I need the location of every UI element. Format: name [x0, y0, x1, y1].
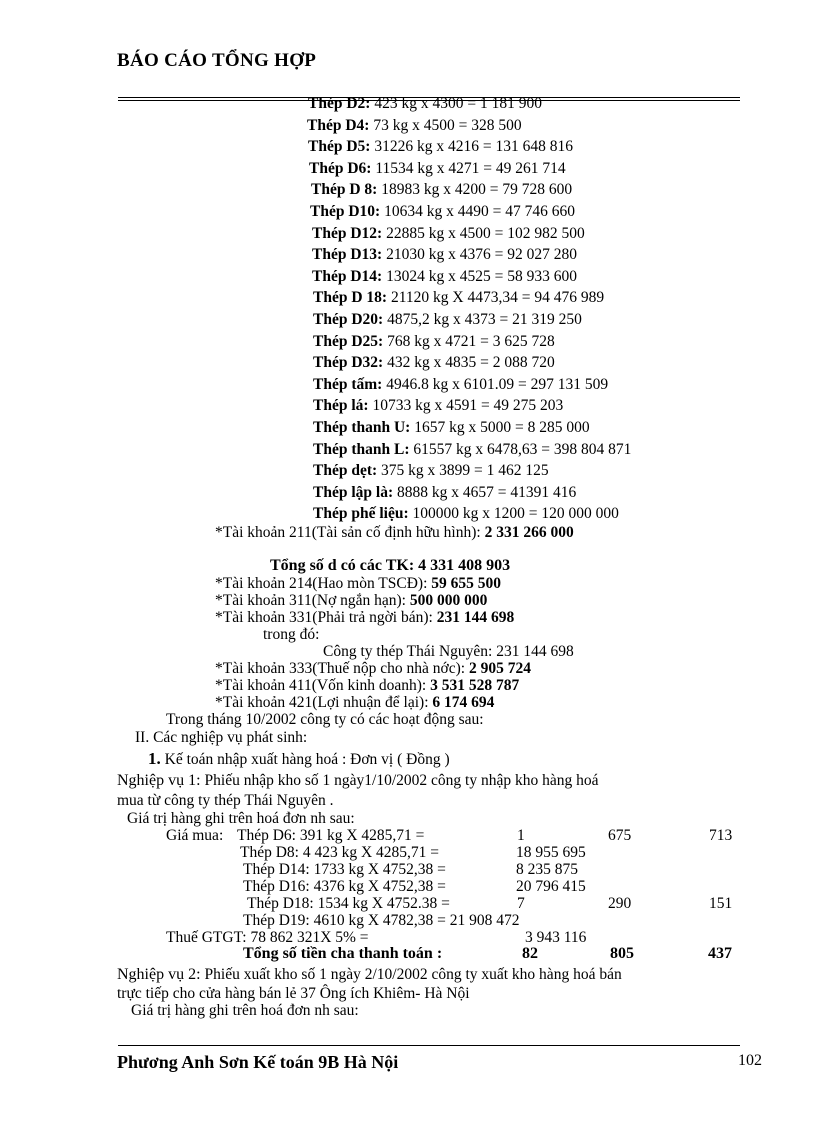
steel-item [309, 160, 566, 178]
steel-item [310, 203, 575, 221]
total-label: Tổng số d có các TK: [270, 557, 419, 574]
purchase-amount-p1: 8 235 875 [516, 861, 578, 878]
account-value: 500 000 000 [409, 592, 488, 609]
steel-item-label: Thép D6: [309, 159, 372, 177]
account-label: *Tài khoản 214(Hao mòn TSCĐ): [215, 575, 432, 592]
total-payable-label: Tổng số tiền cha thanh toán : [243, 945, 443, 962]
steel-item-calc: 21120 kg X 4473,34 = 94 476 989 [390, 289, 605, 307]
steel-item-label: Thép D32: [313, 354, 384, 372]
steel-item-calc: 4875,2 kg x 4373 = 21 319 250 [387, 311, 582, 328]
steel-item-calc: 22885 kg x 4500 = 102 982 500 [386, 224, 585, 242]
steel-item-label: Thép D5: [308, 138, 371, 156]
supplier-line: Công ty thép Thái Nguyên: 231 144 698 [323, 643, 574, 660]
steel-item [313, 354, 555, 372]
steel-item-label: Thép tấm: [313, 375, 383, 393]
steel-item-calc: 11534 kg x 4271 = 49 261 714 [375, 159, 566, 177]
steel-item-label: Thép D25: [313, 332, 384, 350]
account-331 [215, 609, 514, 627]
account-311 [215, 592, 487, 610]
in-which-label: trong đó: [263, 626, 320, 643]
operation-2-line-b: trực tiếp cho cửa hàng bán lẻ 37 Ông ích Khiêm- Hà Nội [117, 985, 470, 1002]
steel-item-label: Thép dẹt: [313, 462, 378, 480]
steel-item-calc: 1657 kg x 5000 = 8 285 000 [414, 419, 590, 436]
steel-item-calc: 768 kg x 4721 = 3 625 728 [387, 332, 555, 350]
steel-item-calc: 18983 kg x 4200 = 79 728 600 [381, 181, 573, 199]
steel-item-calc: 423 kg x 4300 = 1 181 900 [374, 95, 542, 112]
purchase-amount-p1: 20 796 415 [516, 878, 586, 895]
steel-item [311, 181, 572, 199]
account-label: *Tài khoản 411(Vốn kinh doanh): [215, 677, 431, 694]
steel-item [308, 95, 542, 113]
account-value: 6 174 694 [432, 694, 495, 711]
steel-item [313, 376, 608, 394]
steel-item-label: Thép D 8: [311, 181, 378, 199]
account-value: 59 655 500 [431, 575, 502, 592]
account-label: *Tài khoản 331(Phải trả ngời bán): [215, 609, 437, 626]
account-label: *Tài khoản 333(Thuế nộp cho nhà nớc): [215, 660, 469, 677]
steel-item-calc: 8888 kg x 4657 = 41391 416 [396, 483, 577, 501]
account-label: *Tài khoản 311(Nợ ngắn hạn): [215, 592, 410, 609]
purchase-item: Thép D19: 4610 kg X 4782,38 = 21 908 472 [243, 912, 520, 929]
steel-item-calc: 10733 kg x 4591 = 49 275 203 [372, 397, 564, 415]
steel-item-label: Thép lá: [313, 397, 369, 415]
purchase-item: Thép D18: 1534 kg X 4752.38 = [247, 895, 450, 912]
steel-item-label: Thép D2: [308, 95, 371, 112]
page-header-title: BÁO CÁO TỔNG HỢP [117, 50, 317, 71]
purchase-amount-p2: 290 [608, 895, 632, 912]
operation-label: Nghiệp vụ 1: [117, 772, 205, 789]
vat-value: 3 943 116 [525, 929, 587, 946]
steel-item-calc: 375 kg x 3899 = 1 462 125 [381, 462, 549, 480]
operation-1-line-b: mua từ công ty thép Thái Nguyên . [117, 792, 334, 809]
steel-item-calc: 100000 kg x 1200 = 120 000 000 [412, 505, 619, 523]
account-value: 231 144 698 [436, 609, 515, 626]
steel-item-label: Thép D 18: [313, 289, 388, 307]
steel-item [312, 268, 577, 286]
steel-item-label: Thép phế liệu: [313, 505, 409, 523]
purchase-amount-p2: 675 [608, 827, 632, 844]
steel-item-label: Thép D12: [312, 224, 383, 242]
purchase-amount-p1: 1 [517, 827, 525, 844]
account-value: 2 905 724 [468, 660, 531, 677]
steel-item [313, 397, 563, 415]
footer-author: Phương Anh Sơn Kế toán 9B Hà Nội [117, 1052, 399, 1072]
intro-line: Trong tháng 10/2002 công ty có các hoạt động sau: [166, 711, 484, 728]
account-214 [215, 575, 501, 593]
operation-text: Phiếu nhập kho số 1 ngày1/10/2002 công ty nhập kho hàng hoá [204, 772, 599, 789]
steel-item [313, 419, 590, 437]
account-421 [215, 694, 494, 712]
steel-item [313, 462, 549, 480]
purchase-amount-p3: 713 [709, 827, 733, 844]
operation-2-value-line: Giá trị hàng ghi trên hoá đơn nh sau: [131, 1002, 359, 1019]
steel-item-calc: 10634 kg x 4490 = 47 746 660 [384, 203, 575, 220]
total-payable-part-3: 437 [708, 945, 732, 962]
purchase-item: Thép D16: 4376 kg X 4752,38 = [243, 878, 446, 895]
steel-item-calc: 21030 kg x 4376 = 92 027 280 [386, 246, 577, 264]
account-333 [215, 660, 531, 678]
steel-item-label: Thép thanh L: [313, 440, 410, 458]
operation-1-value-line: Giá trị hàng ghi trên hoá đơn nh sau: [127, 810, 355, 827]
steel-item [313, 311, 582, 329]
operation-2-line-a [117, 966, 622, 984]
purchase-item: Thép D8: 4 423 kg X 4285,71 = [240, 844, 440, 861]
account-211 [215, 524, 574, 542]
steel-item-calc: 432 kg x 4835 = 2 088 720 [387, 354, 555, 372]
accounts-total [270, 557, 510, 575]
item-text: Kế toán nhập xuất hàng hoá : Đơn vị ( Đồng ) [164, 751, 450, 768]
account-label: *Tài khoản 421(Lợi nhuận để lại): [215, 694, 433, 711]
purchase-amount-p1: 18 955 695 [516, 844, 586, 861]
steel-item-calc: 31226 kg x 4216 = 131 648 816 [374, 138, 573, 156]
account-value: 2 331 266 000 [484, 524, 574, 541]
steel-item-calc: 61557 kg x 6478,63 = 398 804 871 [413, 440, 632, 458]
steel-item-calc: 4946.8 kg x 6101.09 = 297 131 509 [386, 375, 609, 393]
operation-text: Phiếu xuất kho số 1 ngày 2/10/2002 công ty xuất kho hàng hoá bán [204, 966, 622, 983]
vat-label: Thuế GTGT: 78 862 321X 5% = [166, 929, 369, 946]
steel-item-label: Thép D10: [310, 203, 381, 220]
item-number: 1. [148, 749, 161, 768]
steel-item [312, 225, 585, 243]
steel-item-label: Thép D4: [307, 116, 370, 134]
total-value: 4 331 408 903 [418, 557, 511, 574]
account-value: 3 531 528 787 [430, 677, 520, 694]
steel-item [313, 441, 631, 459]
steel-item [313, 505, 619, 523]
operation-1-line-a [117, 772, 737, 790]
item-1 [148, 749, 450, 769]
section-2-heading: II. Các nghiệp vụ phát sinh: [135, 729, 308, 746]
steel-item-label: Thép thanh U: [313, 419, 411, 436]
account-label: *Tài khoản 211(Tài sản cố định hữu hình): [215, 524, 485, 541]
purchase-item: Thép D6: 391 kg X 4285,71 = [237, 827, 425, 844]
steel-item [308, 138, 573, 156]
steel-item [313, 333, 555, 351]
total-payable-part-2: 805 [610, 945, 634, 962]
steel-item [312, 246, 577, 264]
steel-item-label: Thép lập là: [313, 483, 394, 501]
purchase-amount-p1: 7 [517, 895, 525, 912]
steel-item [313, 484, 576, 502]
purchase-label: Giá mua: [166, 827, 224, 844]
footer-rule [118, 1045, 740, 1046]
steel-item-label: Thép D14: [312, 267, 383, 285]
total-payable-part-1: 82 [522, 945, 538, 962]
purchase-item: Thép D14: 1733 kg X 4752,38 = [243, 861, 446, 878]
page-number: 102 [738, 1052, 762, 1069]
steel-item-label: Thép D13: [312, 246, 383, 264]
steel-item-calc: 73 kg x 4500 = 328 500 [373, 116, 522, 134]
steel-item [313, 289, 604, 307]
operation-label: Nghiệp vụ 2: [117, 966, 205, 983]
account-411 [215, 677, 519, 695]
steel-item-calc: 13024 kg x 4525 = 58 933 600 [386, 267, 577, 285]
steel-item-label: Thép D20: [313, 311, 384, 328]
steel-item [307, 117, 522, 135]
purchase-amount-p3: 151 [709, 895, 733, 912]
